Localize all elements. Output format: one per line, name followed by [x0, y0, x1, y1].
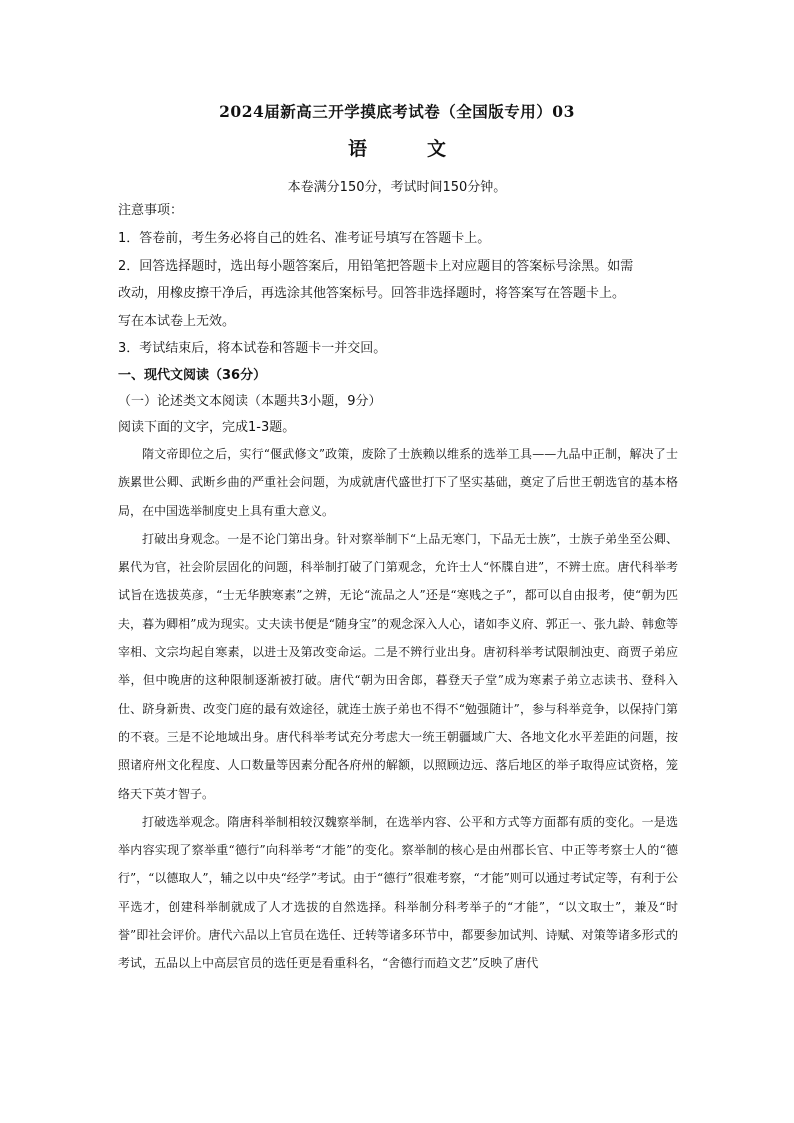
subject-char-right: 文 — [427, 138, 447, 160]
subject-heading — [0, 134, 794, 161]
notice-item-3: 3．考试结束后，将本试卷和答题卡一并交回。 — [118, 341, 387, 356]
notice-item-1: 1．答卷前，考生务必将自己的姓名、准考证号填写在答题卡上。 — [118, 231, 491, 246]
section-subheading: （一）论述类文本阅读（本题共3小题，9分） — [118, 394, 382, 409]
score-note: 本卷满分150分，考试时间150分钟。 — [287, 180, 507, 195]
notice-item-2-line-2: 改动，用橡皮擦干净后，再选涂其他答案标号。回答非选择题时，将答案写在答题卡上。 — [118, 286, 626, 301]
passage — [118, 440, 678, 978]
section-heading: 一、现代文阅读（36分） — [118, 368, 267, 383]
subject-char-left: 语 — [347, 138, 367, 160]
notice-heading: 注意事项： — [118, 203, 184, 218]
passage-paragraph-1: 隋文帝即位之后，实行“偃武修文”政策，废除了士族赖以维系的选举工具——九品中正制，解决了士族累世公卿、武断乡曲的严重社会问题，为成就唐代盛世打下了坚实基础，奠定了后世王朝选官的基本格局，在中国选举制度史上具有重大意义。 — [118, 447, 678, 518]
reading-instruction: 阅读下面的文字，完成1-3题。 — [118, 420, 296, 435]
exam-title: 2024届新高三开学摸底考试卷（全国版专用）03 — [219, 102, 575, 121]
passage-paragraph-2: 打破出身观念。一是不论门第出身。针对察举制下“上品无寒门，下品无士族”，士族子弟坐至公卿、累代为官，社会阶层固化的问题，科举制打破了门第观念，允许士人“怀牒自进”，不辨士庶。唐代科举考试旨在选拔英彦，“士无华腴寒素”之辨，无论“流品之人”还是“寒贱之子”，都可以自由报考，使“朝为匹夫，暮为卿相”成为现实。丈夫读书便是“随身宝”的观念深入人心，诸如李义府、郭正一、张九龄、韩愈等宰相、文宗均起自寒素，以进士及第改变命运。二是不辨行业出身。唐初科举考试限制浊吏、商贾子弟应举，但中晚唐的这种限制逐渐被打破。唐代“朝为田舍郎，暮登天子堂”成为寒素子弟立志读书、登科入仕、跻身新贵、改变门庭的最有效途径，就连士族子弟也不得不“勉强随计”，参与科举竞争，以保持门第的不衰。三是不论地域出身。唐代科举考试充分考虑大一统王朝疆域广大、各地文化水平差距的问题，按照诸府州文化程度、人口数量等因素分配各府州的解额，以照顾边远、落后地区的举子取得应试资格，笼络天下英才智子。 — [118, 531, 678, 801]
passage-paragraph-3: 打破选举观念。隋唐科举制相较汉魏察举制，在选举内容、公平和方式等方面都有质的变化。一是选举内容实现了察举重“德行”向科举考“才能”的变化。察举制的核心是由州郡长官、中正等考察士人的“德行”，“以德取人”，辅之以中央“经学”考试。由于“德行”很难考察，“才能”则可以通过考试定等，有利于公平选才，创建科举制就成了人才选拔的自然选择。科举制分科考举子的“才能”，“以文取士”，兼及“时誉”即社会评价。唐代六品以上官员在选任、迁转等诸多环节中，都要参加试判、诗赋、对策等诸多形式的考试，五品以上中高层官员的选任更是看重科名，“舍德行而趋文艺”反映了唐代 — [118, 814, 678, 971]
notice-item-2-line-3: 写在本试卷上无效。 — [118, 314, 236, 329]
notice-item-2-line-1: 2．回答选择题时，选出每小题答案后，用铅笔把答题卡上对应题目的答案标号涂黑。如需 — [118, 259, 634, 274]
